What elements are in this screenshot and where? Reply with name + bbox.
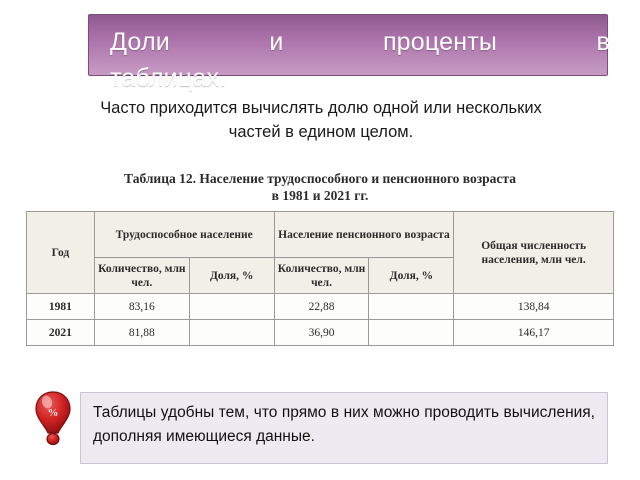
table-caption-line-2: в 1981 и 2021 гг.	[271, 188, 369, 203]
title-word-2: и	[269, 28, 284, 56]
header-working-count: Количество, млн чел.	[94, 258, 189, 294]
table-row	[27, 320, 614, 346]
header-pension-count: Количество, млн чел.	[274, 258, 369, 294]
callout-text: Таблицы удобны тем, что прямо в них можно проводить вычисления, дополняя имеющиеся данные.	[93, 404, 595, 445]
page-title	[110, 24, 610, 96]
title-word-3: проценты	[382, 28, 498, 56]
population-table	[26, 211, 614, 346]
exclamation-icon	[30, 388, 76, 446]
table-row	[27, 294, 614, 320]
cell-pension-share-2021	[369, 320, 454, 346]
table-header-row-top	[27, 212, 614, 258]
cell-total-2021: 146,17	[454, 320, 614, 346]
table-caption-line-1: Таблица 12. Население трудоспособного и пенсионного возраста	[124, 171, 516, 186]
header-pension-share: Доля, %	[369, 258, 454, 294]
header-working-population: Трудоспособное население	[94, 212, 274, 258]
title-word-4: в	[596, 28, 610, 56]
header-working-share: Доля, %	[189, 258, 274, 294]
title-line-2: таблицах.	[110, 64, 227, 92]
cell-pension-share-1981	[369, 294, 454, 320]
header-year: Год	[27, 212, 95, 294]
callout-box	[80, 392, 608, 464]
table-caption	[26, 170, 614, 204]
cell-year-1981: 1981	[27, 294, 95, 320]
cell-working-share-1981	[189, 294, 274, 320]
cell-total-1981: 138,84	[454, 294, 614, 320]
cell-year-2021: 2021	[27, 320, 95, 346]
subtitle-text: Часто приходится вычислять долю одной или нескольких частей в едином целом.	[100, 99, 542, 141]
table-block	[26, 170, 614, 346]
title-word-1: Доли	[110, 28, 170, 56]
cell-pension-count-2021: 36,90	[274, 320, 369, 346]
cell-working-count-2021: 81,88	[94, 320, 189, 346]
cell-working-share-2021	[189, 320, 274, 346]
svg-text:%: %	[47, 407, 59, 419]
cell-working-count-1981: 83,16	[94, 294, 189, 320]
header-pension-population: Население пенсионного возраста	[274, 212, 454, 258]
header-total-population: Общая численность населения, млн чел.	[454, 212, 614, 294]
cell-pension-count-1981: 22,88	[274, 294, 369, 320]
